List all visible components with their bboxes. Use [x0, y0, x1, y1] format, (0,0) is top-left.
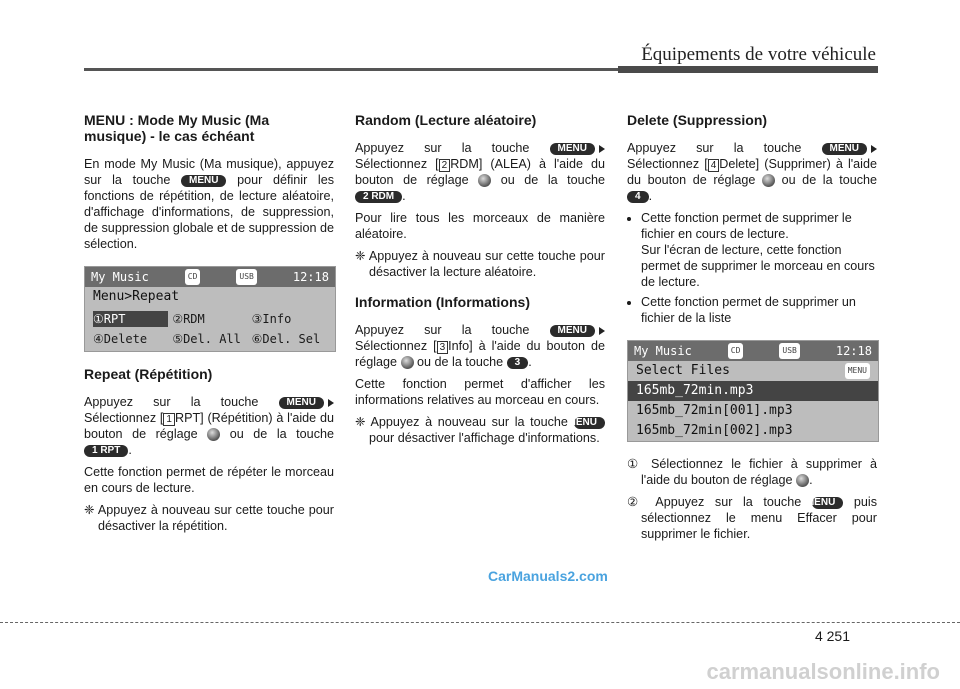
menu-key: MENU: [279, 397, 324, 409]
section-heading-random: Random (Lecture aléatoire): [355, 112, 537, 128]
page-number: 4 251: [814, 628, 850, 644]
menu-key: MENU: [550, 325, 595, 337]
watermark: CarManuals2.com: [488, 568, 608, 584]
tune-knob-icon: [207, 428, 220, 441]
arrow-icon: [599, 145, 605, 153]
tune-knob-icon: [796, 474, 809, 487]
section-heading-repeat: Repeat (Répétition): [84, 366, 213, 382]
arrow-icon: [328, 399, 334, 407]
menu-key: MENU: [574, 417, 605, 429]
display-screen-repeat: My Music CD USB 12:18 Menu>Repeat ①RPT ②RDM ③Info ④Delete ⑤Del. All ⑥Del. Sel: [84, 266, 336, 352]
rdm-key: 2 RDM: [355, 191, 402, 203]
menu-key: MENU: [812, 497, 843, 509]
arrow-icon: [871, 145, 877, 153]
tune-knob-icon: [762, 174, 775, 187]
arrow-icon: [599, 327, 605, 335]
column-3: Delete (Suppression) Appuyez sur la touche MENU Sélectionnez [ 4 Delete] (Supprimer) à l'aide du bouton de réglage ou de la touche 4 . • Cette fonction permet de supprimer le fichier en cours de lecture. Sur l'écran de lecture, cette fonction permet de supprimer le morceau en cours de lecture. • Cette fonction permet de supprimer un fichier de la liste My Music CD USB 12:18 Select Files MENU 165mb_72min.mp3 165mb_72min[001].mp3 165mb_72min[002].mp3 ① Sélectionnez le fichier à supprimer à l'aide du bouton de réglage . ② Appuyez sur la touche MENU puis sélectionnez le menu Effacer pour supprimer le fichier.: [627, 112, 877, 548]
menu-key: MENU: [550, 143, 595, 155]
header-rule-accent: [618, 66, 878, 73]
column-1: MENU : Mode My Music (Ma musique) - le cas échéant En mode My Music (Ma musique), appuyez sur la touche MENU pour définir les fonctions de répétition, de lecture aléatoire, d'affichage d'informations, de suppression, de suppression globale et de suppression de sélection. My Music CD USB 12:18 Menu>Repeat ①RPT ②RDM ③Info ④Delete ⑤Del. All ⑥Del. Sel Repeat (Répétition) Appuyez sur la touche MENU Sélectionnez [ 1 RPT] (Répétition) à l'aide du bouton de réglage ou de la touche 1 RPT . Cette fonction permet de répéter le morceau en cours de lecture. ❈ Appuyez à nouveau sur cette touche pour désactiver la répétition.: [84, 112, 335, 533]
paragraph: En mode My Music (Ma musique), appuyez sur la touche MENU pour définir les fonctions de répétition, de lecture aléatoire, d'affichage d'informations, de suppression, de suppression globale et de suppression de sélection.: [84, 157, 335, 251]
watermark-site: carmanualsonline.info: [706, 659, 940, 684]
menu-key: MENU: [822, 143, 867, 155]
bullet-list: • Cette fonction permet de supprimer le fichier en cours de lecture. Sur l'écran de lecture, cette fonction permet de supprimer le morceau en cours de lecture. • Cette fonction permet de supprimer un fichier de la liste: [627, 210, 877, 326]
column-2: Random (Lecture aléatoire) Appuyez sur la touche MENU Sélectionnez [ 2 RDM] (ALEA) à l'aide du bouton de réglage ou de la touche 2 RDM . Pour lire tous les morceaux de manière aléatoire. ❈ Appuyez à nouveau sur cette touche pour désactiver la lecture aléatoire. Information (Informations) Appuyez sur la touche MENU Sélectionnez [ 3 Info] à l'aide du bouton de réglage ou de la touche 3 . Cette fonction permet d'afficher les informations relatives au morceau en cours. ❈ Appuyez à nouveau sur la touche MENU pour désactiver l'affichage d'informations.: [355, 112, 605, 445]
tune-knob-icon: [401, 356, 414, 369]
section-heading-menu: MENU : Mode My Music (Ma musique) - le cas échéant: [84, 112, 270, 144]
section-heading-info: Information (Informations): [355, 294, 530, 310]
section-heading-delete: Delete (Suppression): [627, 112, 768, 128]
tune-knob-icon: [478, 174, 491, 187]
menu-key: MENU: [181, 175, 226, 187]
display-screen-files: My Music CD USB 12:18 Select Files MENU 165mb_72min.mp3 165mb_72min[001].mp3 165mb_72min[002].mp3: [627, 340, 879, 442]
page-header-title: Équipements de votre véhicule: [641, 44, 876, 65]
footer-divider: [0, 622, 960, 623]
rpt-key: 1 RPT: [84, 445, 128, 457]
key-4: 4: [627, 191, 649, 203]
key-3: 3: [507, 357, 529, 369]
